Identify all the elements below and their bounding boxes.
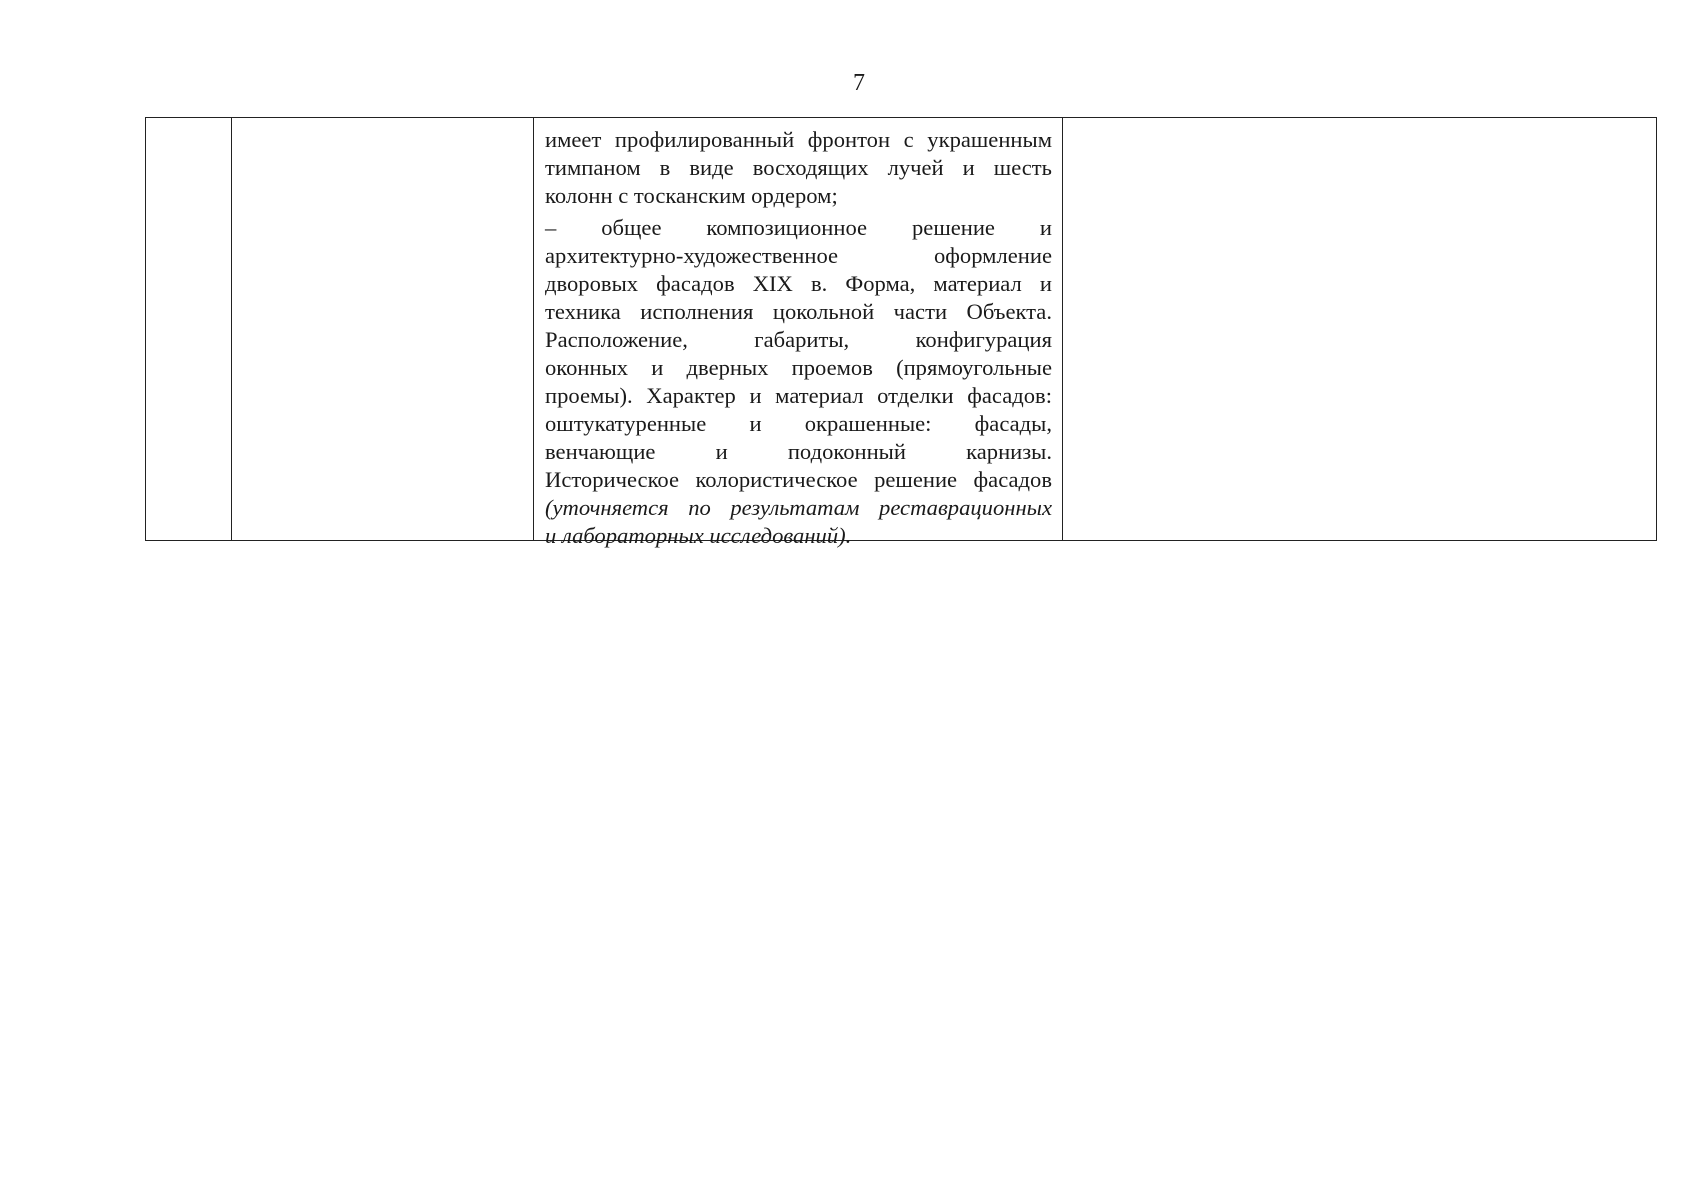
description-line-italic: (уточняется по результатам реставрационных (545, 495, 1052, 520)
description-line: имеет профилированный фронтон с украшенным (545, 127, 1052, 152)
table-cell-description (534, 118, 1063, 548)
table-cell-number (146, 118, 232, 540)
description-line-italic: и лабораторных исследований). (545, 523, 852, 548)
description-line: тимпаном в виде восходящих лучей и шесть (545, 155, 1052, 180)
table-row (145, 117, 1657, 548)
description-line: Расположение, габариты, конфигурация (545, 327, 1052, 352)
description-line: архитектурно-художественное оформление (545, 243, 1052, 268)
description-line: оконных и дверных проемов (прямоугольные (545, 355, 1052, 380)
description-line: оштукатуренные и окрашенные: фасады, (545, 411, 1052, 436)
description-line: колонн с тосканским ордером; (545, 183, 838, 208)
description-line: техника исполнения цокольной части Объекта. (545, 299, 1052, 324)
description-line: дворовых фасадов XIX в. Форма, материал и (545, 271, 1052, 296)
description-line: Историческое колористическое решение фасадов (545, 467, 1052, 492)
page-number: 7 (853, 70, 865, 96)
description-line: проемы). Характер и материал отделки фасадов: (545, 383, 1052, 408)
table-cell-name (232, 118, 534, 540)
description-line: – общее композиционное решение и (545, 215, 1052, 240)
description-line: венчающие и подоконный карнизы. (545, 439, 1052, 464)
table-cell-notes (1063, 118, 1656, 540)
